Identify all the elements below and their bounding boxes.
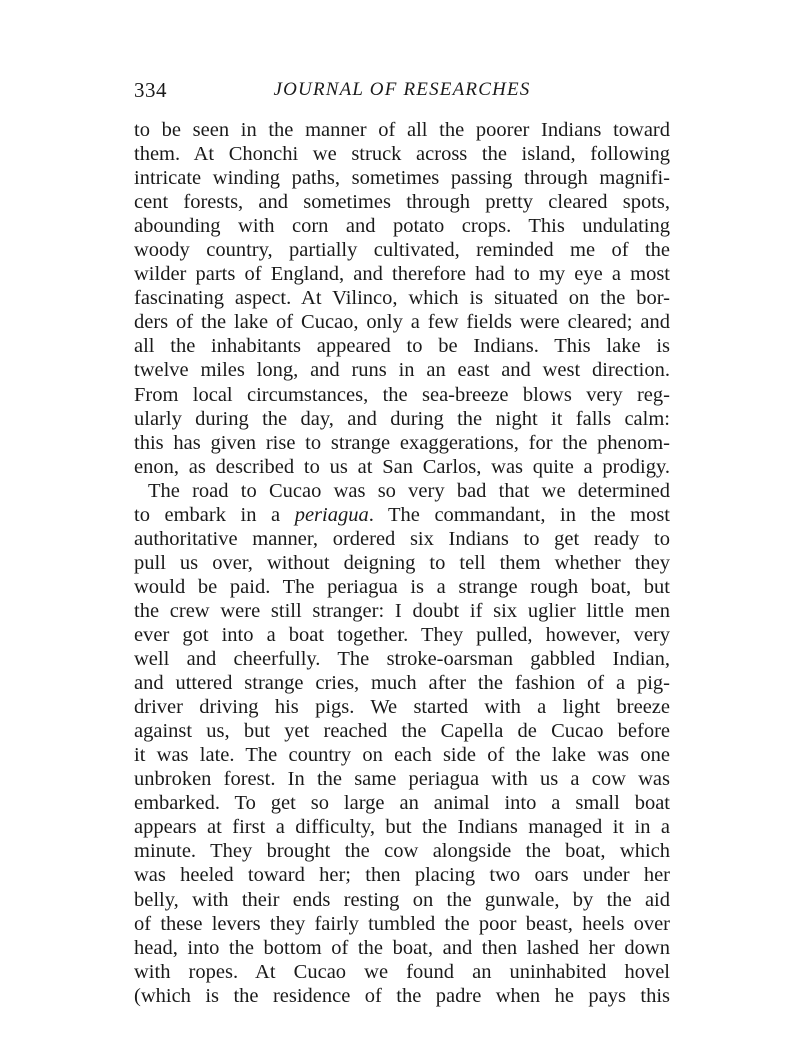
text-line: embarked. To get so large an animal into a small boat (134, 792, 670, 815)
text-line: (which is the residence of the padre when he pays this (134, 984, 670, 1007)
text-line: the crew were still stranger: I doubt if six uglier little men (134, 599, 670, 622)
text-line: head, into the bottom of the boat, and then lashed her down (134, 936, 670, 959)
text-line: driver driving his pigs. We started with a light breeze (134, 696, 670, 719)
text-line: against us, but yet reached the Capella de Cucao before (134, 720, 670, 743)
text-line: cent forests, and sometimes through pretty cleared spots, (134, 191, 670, 214)
text-line: was heeled toward her; then placing two oars under her (134, 864, 670, 887)
text-line: intricate winding paths, sometimes passing through magnifi- (134, 167, 670, 190)
text-line: authoritative manner, ordered six Indians to get ready to (134, 527, 670, 550)
body-text (134, 118, 670, 1008)
text-line: ularly during the day, and during the night it falls calm: (134, 407, 670, 430)
text-line: abounding with corn and potato crops. This undulating (134, 215, 670, 238)
paragraph-start-line: The road to Cucao was so very bad that we determined (148, 479, 670, 502)
text-line: well and cheerfully. The stroke-oarsman gabbled Indian, (134, 648, 670, 671)
text-line: ders of the lake of Cucao, only a few fields were cleared; and (134, 311, 670, 334)
text-line: twelve miles long, and runs in an east and west direction. (134, 359, 670, 382)
text-line: would be paid. The periagua is a strange rough boat, but (134, 575, 670, 598)
text-line: appears at first a difficulty, but the Indians managed it in a (134, 816, 670, 839)
text-line: fascinating aspect. At Vilinco, which is situated on the bor- (134, 287, 670, 310)
text-line (134, 503, 670, 527)
italic-term: periagua (294, 503, 369, 526)
text-line: ever got into a boat together. They pulled, however, very (134, 623, 670, 646)
text-line: all the inhabitants appeared to be Indians. This lake is (134, 335, 670, 358)
text-line: minute. They brought the cow alongside the boat, which (134, 840, 670, 863)
text-line: to be seen in the manner of all the poorer Indians toward (134, 119, 670, 141)
text-line: wilder parts of England, and therefore had to my eye a most (134, 263, 670, 286)
text-line: From local circumstances, the sea-breeze blows very reg- (134, 383, 670, 406)
text-line: them. At Chonchi we struck across the island, following (134, 143, 670, 166)
text-line: it was late. The country on each side of the lake was one (134, 744, 670, 767)
text-line: woody country, partially cultivated, reminded me of the (134, 239, 670, 262)
text-line: this has given rise to strange exaggerations, for the phenom- (134, 431, 670, 454)
text-line: with ropes. At Cucao we found an uninhabited hovel (134, 960, 670, 983)
page-number: 334 (134, 78, 167, 102)
text-segment: to embark in a (134, 503, 295, 526)
running-title: JOURNAL OF RESEARCHES (273, 79, 531, 100)
text-line: belly, with their ends resting on the gunwale, by the aid (134, 888, 670, 911)
text-segment: . The commandant, in the most (368, 503, 670, 526)
text-line: pull us over, without deigning to tell them whether they (134, 551, 670, 574)
paragraph-end-line: enon, as described to us at San Carlos, was quite a prodigy. (134, 455, 670, 478)
text-line: and uttered strange cries, much after the fashion of a pig- (134, 672, 670, 695)
text-line: of these levers they fairly tumbled the poor beast, heels over (134, 912, 670, 935)
text-line: unbroken forest. In the same periagua with us a cow was (134, 768, 670, 791)
running-head (134, 78, 670, 108)
